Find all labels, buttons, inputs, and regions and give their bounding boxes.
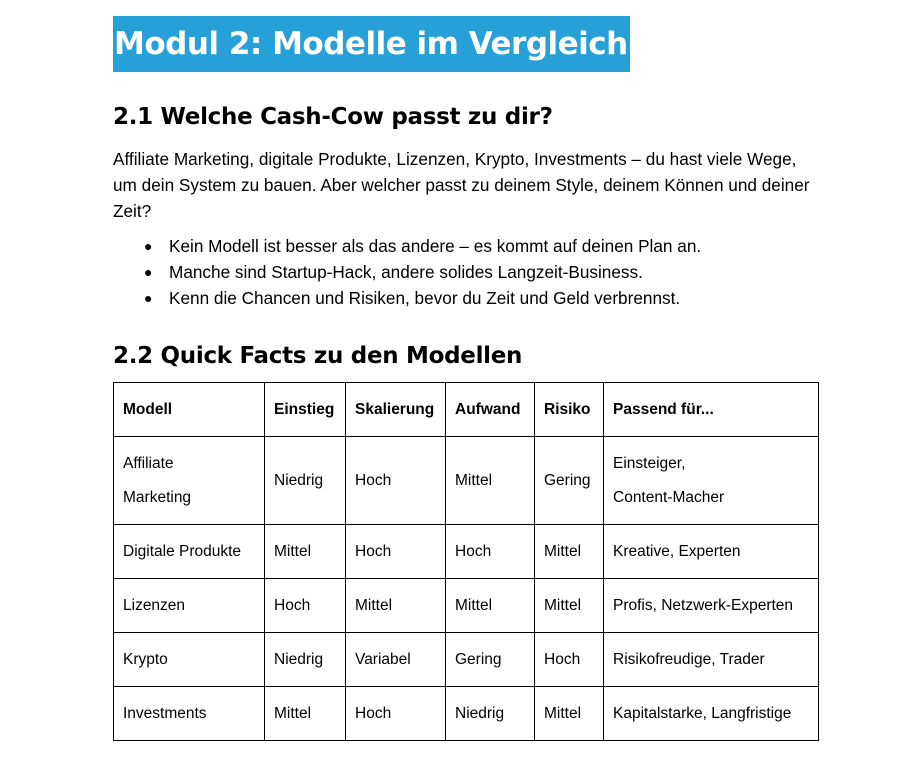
cell-aufwand: Hoch <box>446 525 535 579</box>
cell-einstieg: Mittel <box>265 525 346 579</box>
bullet-text: Manche sind Startup-Hack, andere solides Langzeit-Business. <box>169 262 643 282</box>
cell-passend-line1: Einsteiger, <box>613 454 686 472</box>
cell-passend <box>604 437 819 525</box>
list-item <box>113 285 701 311</box>
header-einstieg: Einstieg <box>265 383 346 437</box>
cell-aufwand: Niedrig <box>446 687 535 741</box>
header-aufwand: Aufwand <box>446 383 535 437</box>
bullet-text: Kein Modell ist besser als das andere – es kommt auf deinen Plan an. <box>169 236 702 256</box>
cell-modell <box>114 437 265 525</box>
cell-modell-line1: Affiliate <box>123 454 174 472</box>
table-header-row <box>114 383 819 437</box>
cell-passend: Kapitalstarke, Langfristige <box>604 687 819 741</box>
bullet-icon: ● <box>144 264 153 280</box>
section-heading-2-2: 2.2 Quick Facts zu den Modellen <box>113 343 523 369</box>
cell-skalierung: Variabel <box>346 633 446 687</box>
cell-passend-line2: Content-Macher <box>613 488 725 506</box>
cell-risiko: Mittel <box>535 525 604 579</box>
cell-modell-line2: Marketing <box>123 488 192 506</box>
cell-modell: Krypto <box>114 633 265 687</box>
header-modell: Modell <box>114 383 265 437</box>
cell-risiko: Gering <box>535 437 604 525</box>
cell-passend: Profis, Netzwerk-Experten <box>604 579 819 633</box>
intro-paragraph: Affiliate Marketing, digitale Produkte, Lizenzen, Krypto, Investments – du hast viele Wege, um dein System zu bauen. Aber welcher passt zu deinem Style, deinem Können und deiner Zeit? <box>113 149 810 221</box>
comparison-table <box>113 382 819 741</box>
cell-risiko: Mittel <box>535 687 604 741</box>
cell-aufwand: Mittel <box>446 437 535 525</box>
cell-modell: Lizenzen <box>114 579 265 633</box>
cell-einstieg: Niedrig <box>265 437 346 525</box>
list-item <box>113 233 701 259</box>
cell-einstieg: Niedrig <box>265 633 346 687</box>
cell-risiko: Hoch <box>535 633 604 687</box>
cell-risiko: Mittel <box>535 579 604 633</box>
header-skalierung: Skalierung <box>346 383 446 437</box>
cell-skalierung: Hoch <box>346 687 446 741</box>
header-risiko: Risiko <box>535 383 604 437</box>
page-title: Modul 2: Modelle im Vergleich <box>113 16 630 72</box>
table-row <box>114 437 819 525</box>
cell-passend: Risikofreudige, Trader <box>604 633 819 687</box>
header-passend: Passend für... <box>604 383 819 437</box>
table-row <box>114 633 819 687</box>
cell-aufwand: Gering <box>446 633 535 687</box>
section-heading-2-1: 2.1 Welche Cash-Cow passt zu dir? <box>113 104 553 130</box>
list-item <box>113 259 701 285</box>
cell-skalierung: Hoch <box>346 525 446 579</box>
bullet-icon: ● <box>144 290 153 306</box>
bullet-text: Kenn die Chancen und Risiken, bevor du Zeit und Geld verbrennst. <box>169 288 681 308</box>
cell-passend: Kreative, Experten <box>604 525 819 579</box>
cell-modell: Digitale Produkte <box>114 525 265 579</box>
bullet-icon: ● <box>144 238 153 254</box>
cell-skalierung: Mittel <box>346 579 446 633</box>
cell-aufwand: Mittel <box>446 579 535 633</box>
cell-einstieg: Mittel <box>265 687 346 741</box>
table-row <box>114 687 819 741</box>
cell-skalierung: Hoch <box>346 437 446 525</box>
table-row <box>114 525 819 579</box>
cell-modell: Investments <box>114 687 265 741</box>
title-block <box>113 16 630 72</box>
bullet-list <box>113 233 701 311</box>
table-row <box>114 579 819 633</box>
cell-einstieg: Hoch <box>265 579 346 633</box>
